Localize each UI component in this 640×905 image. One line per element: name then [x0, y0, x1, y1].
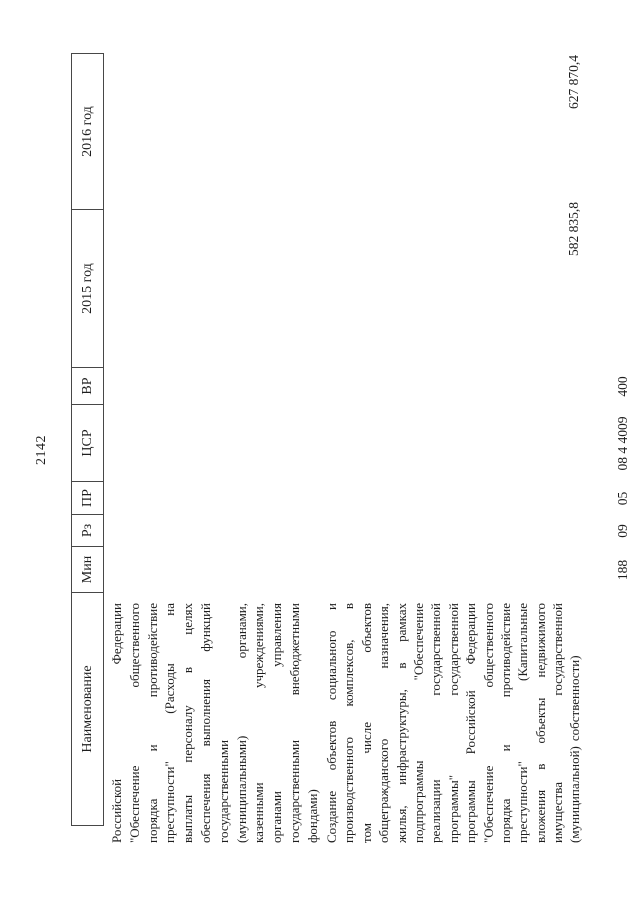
name-word: и	[324, 603, 339, 610]
name-word: реализации	[428, 779, 444, 843]
column-header-pr: ПР	[72, 481, 103, 514]
row-2-amount-2015: 582 835,8	[566, 202, 581, 256]
name-line	[324, 603, 341, 843]
name-word: имущества	[550, 782, 566, 843]
name-word: на	[162, 603, 178, 616]
name-line	[234, 603, 252, 843]
name-word: Создание	[324, 790, 339, 843]
name-word: числе	[358, 722, 374, 754]
name-word: управления	[269, 603, 285, 667]
name-word: обеспечения	[197, 773, 213, 843]
column-header-name: Наименование	[72, 592, 103, 825]
name-line	[428, 603, 445, 843]
page-number: 2142	[34, 435, 49, 465]
name-word: комплексов,	[341, 639, 357, 707]
name-word: производственного	[341, 736, 357, 843]
name-word: противодействие	[144, 603, 160, 698]
row-2-rz-code: 09	[615, 524, 630, 538]
name-word: в	[180, 666, 196, 674]
name-word: "Обеспечение	[410, 603, 426, 681]
name-line	[198, 603, 216, 843]
name-line	[533, 603, 550, 843]
column-header-rz: Рз	[72, 514, 103, 546]
name-line	[376, 603, 393, 843]
name-word: в	[532, 763, 548, 770]
name-word: объектов	[358, 603, 374, 653]
name-line	[251, 603, 269, 843]
name-word: в	[393, 662, 409, 669]
name-word: жилья,	[393, 805, 409, 843]
name-line	[567, 603, 584, 843]
name-line	[109, 603, 127, 843]
name-word: программы"	[445, 774, 461, 843]
name-line	[305, 603, 323, 843]
name-word: и	[497, 744, 513, 752]
name-line	[463, 603, 480, 843]
name-word: недвижимого	[532, 603, 548, 678]
row-2-vr-code: 400	[615, 376, 630, 397]
name-word: противодействие	[497, 603, 513, 698]
name-line	[359, 603, 376, 843]
name-word: собственности)	[567, 655, 583, 742]
name-word: учреждениями,	[251, 603, 267, 689]
name-line	[446, 603, 463, 843]
name-word: инфраструктуры,	[393, 689, 409, 785]
name-word: выполнения	[197, 679, 213, 747]
name-word: вложения	[532, 789, 548, 843]
name-word: (Расходы	[162, 663, 178, 714]
name-word: фондами)	[304, 789, 320, 843]
name-line	[481, 603, 498, 843]
name-word: и	[144, 744, 160, 752]
name-word: (муниципальными)	[233, 735, 249, 843]
name-word: подпрограммы	[410, 760, 426, 843]
name-line	[216, 603, 234, 843]
name-word: целях	[180, 603, 196, 635]
name-word: порядка	[497, 798, 513, 843]
name-word: персоналу	[180, 705, 196, 763]
name-line	[498, 603, 515, 843]
name-word: Российской	[109, 778, 124, 843]
name-word: том	[358, 823, 374, 843]
column-header-min: Мин	[72, 546, 103, 592]
name-word: Российской	[463, 690, 479, 755]
name-word: Федерации	[109, 603, 124, 665]
name-line	[180, 603, 198, 843]
name-word: порядка	[144, 798, 160, 843]
name-word: выплаты	[180, 794, 196, 843]
name-line	[145, 603, 163, 843]
name-word: Федерации	[463, 603, 479, 665]
name-word: общественного	[480, 603, 496, 688]
name-word: "Обеспечение	[480, 765, 496, 843]
name-word: социального	[324, 630, 339, 701]
name-line	[394, 603, 411, 843]
name-word: органами	[269, 790, 285, 843]
name-word: общегражданского	[376, 738, 392, 843]
name-word: в	[341, 603, 357, 610]
name-line	[287, 603, 305, 843]
rotated-table-sheet	[0, 48, 640, 848]
name-word: государственной	[428, 603, 444, 696]
name-word: назначения,	[376, 603, 392, 669]
name-line	[162, 603, 180, 843]
row-2-amount-2016: 627 870,4	[566, 55, 581, 109]
row-1-name-cell	[109, 603, 323, 843]
table-header-row	[71, 53, 104, 826]
column-header-vr: ВР	[72, 367, 103, 404]
name-word: казенными	[251, 782, 267, 843]
name-word: (муниципальной)	[567, 746, 583, 843]
row-2-name-cell	[324, 603, 585, 843]
row-2-min-code: 188	[615, 559, 630, 581]
name-word: государственными	[215, 739, 231, 843]
name-line	[341, 603, 358, 843]
row-2-pr-code: 05	[615, 491, 630, 506]
name-line	[550, 603, 567, 843]
name-word: программы	[463, 780, 479, 843]
column-header-csr: ЦСР	[72, 404, 103, 481]
row-2-csr-code: 08 4 4009	[615, 416, 630, 471]
name-word: объекты	[532, 697, 548, 744]
name-line	[269, 603, 287, 843]
name-word: государственной	[445, 603, 461, 696]
name-word: преступности"	[515, 761, 531, 843]
name-word: общественного	[126, 603, 142, 688]
name-word: объектов	[324, 720, 339, 771]
name-word: "Обеспечение	[126, 765, 142, 843]
name-word: (Капитальные	[515, 603, 531, 681]
name-word: государственной	[550, 603, 566, 696]
name-word: внебюджетными	[286, 603, 302, 696]
column-header-2015: 2015 год	[72, 209, 103, 367]
name-word: преступности"	[162, 761, 178, 843]
name-line	[411, 603, 428, 843]
column-header-2016: 2016 год	[79, 106, 95, 157]
name-word: государственными	[286, 739, 302, 843]
name-line	[515, 603, 532, 843]
name-word: органами,	[233, 603, 249, 659]
name-word: функций	[197, 603, 213, 652]
name-line	[127, 603, 145, 843]
name-word: рамках	[393, 603, 409, 642]
